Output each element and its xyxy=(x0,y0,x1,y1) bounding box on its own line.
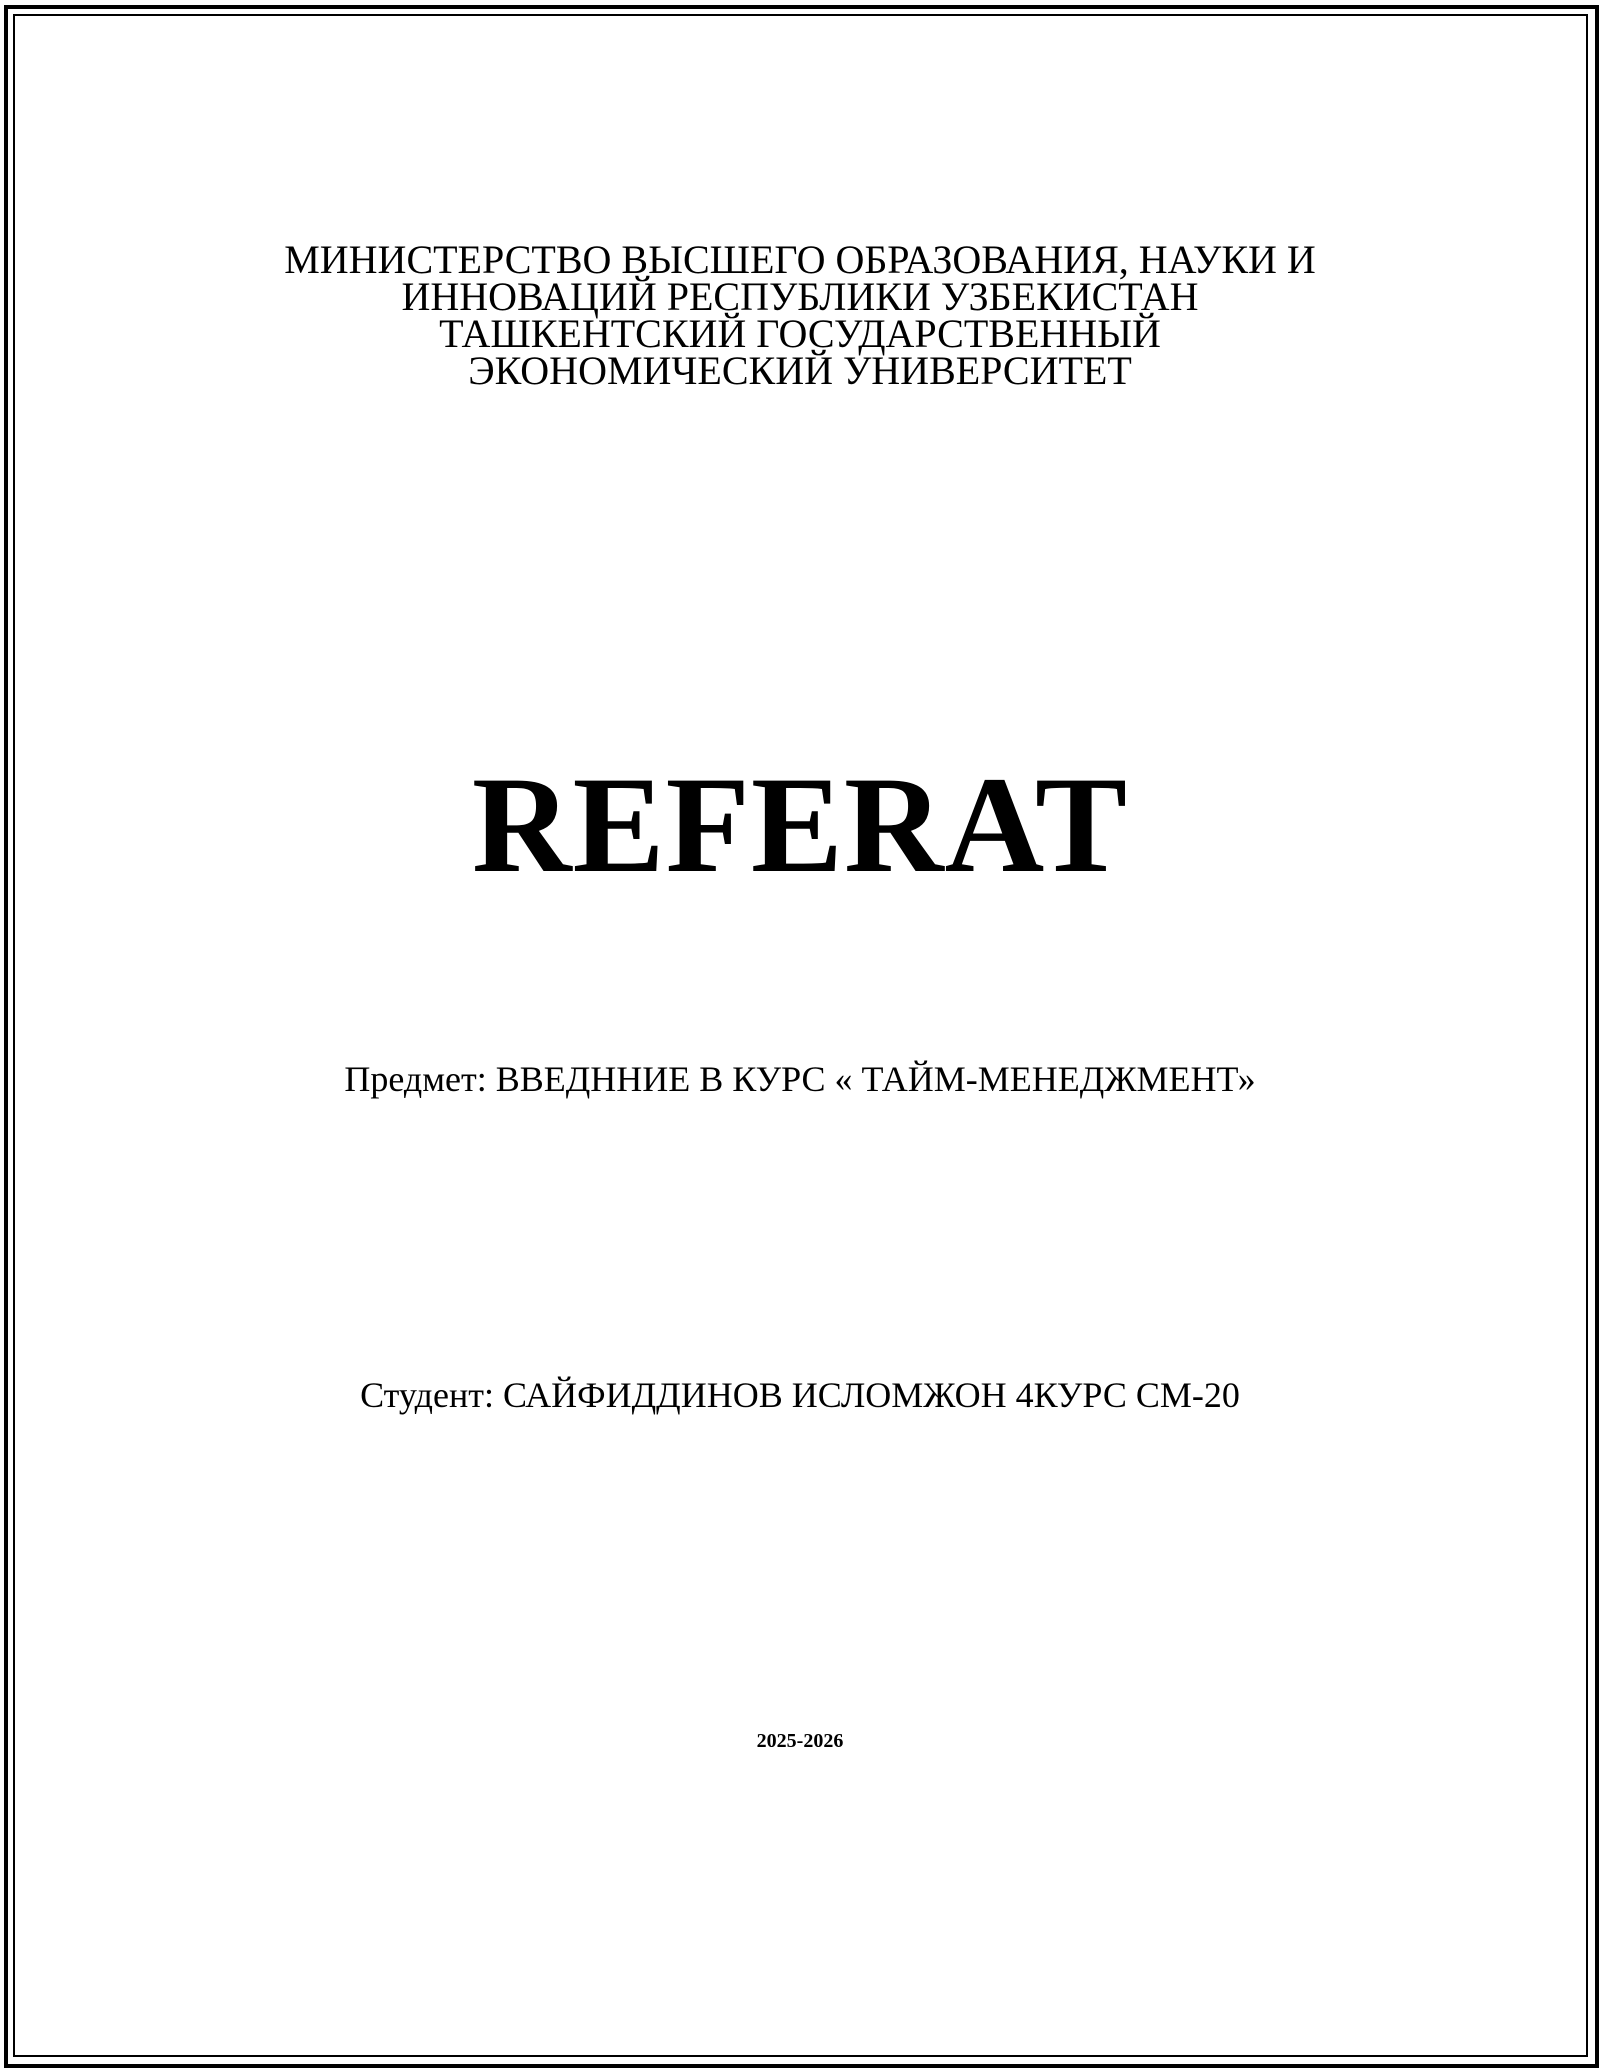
subject-text: Предмет: ВВЕДННИЕ В КУРС « ТАЙМ-МЕНЕДЖМЕНТ» xyxy=(344,1059,1256,1099)
academic-year: 2025-2026 xyxy=(756,1730,844,1752)
university-line: ЭКОНОМИЧЕСКИЙ УНИВЕРСИТЕТ xyxy=(468,348,1132,393)
ministry-line: МИНИСТЕРСТВО ВЫСШЕГО ОБРАЗОВАНИЯ, НАУКИ И xyxy=(284,237,1316,282)
document-title: REFERAT xyxy=(471,748,1129,901)
university-line: ТАШКЕНТСКИЙ ГОСУДАРСТВЕННЫЙ xyxy=(439,311,1161,356)
subject-line xyxy=(0,1057,1600,1101)
student-line xyxy=(0,1373,1600,1417)
ministry-header xyxy=(0,237,1600,393)
ministry-line: ИННОВАЦИЙ РЕСПУБЛИКИ УЗБЕКИСТАН xyxy=(401,274,1199,319)
student-text: Студент: САЙФИДДИНОВ ИСЛОМЖОН 4КУРС СМ-20 xyxy=(360,1375,1240,1415)
